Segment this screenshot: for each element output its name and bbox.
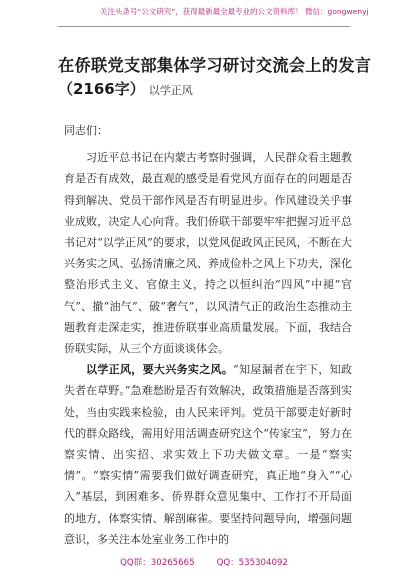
footer-contact <box>0 556 408 568</box>
paragraph-section-1-text: “知屋漏者在宇下，知政失者在草野。”急难愁盼是否有效解决，政策措施是否落到实处，当由实践来检验，由人民来评判。党员干部要走好新时代的群众路线，需用好用活调查研究这个“传家宝”，努力在察实情、出实招、求实效上下功夫做文章。一是“察实情”。“察实情”需要我们做好调查研究，真正地“身入”“心入”基层，到困难多、侨界群众意见集中、工作打不开局面的地方，体察实情、解剖麻雀。要坚持问题导向，增强问题意识，多关注本处室业务工作中的 <box>64 363 353 546</box>
word-count: （2166字） <box>58 80 145 98</box>
header-divider <box>58 26 350 27</box>
paragraph-intro: 习近平总书记在内蒙古考察时强调，人民群众看主题教育是否有成效，最直观的感受是看党风方面存在的问题是否得到解决、党员干部作风是否有明显进步。作风建设关乎事业成败，决定人心向背。我们侨联干部要牢牢把握习近平总书记对“以学正风”的要求，以党风促政风正民风，不断在大兴务实之风、弘扬清廉之风、养成俭朴之风上下功夫，深化整治形式主义、官僚主义，持之以恒纠治“四风”中褪“官气”、撤“油气”、破“奢气”，以风清气正的政治生态推动主题教育走深走实，推进侨联事业高质量发展。下面，我结合侨联实际，从三个方面谈谈体会。 <box>64 151 352 356</box>
document-title: 在侨联党支部集体学习研讨交流会上的发言 <box>58 56 372 75</box>
footer-qq: QQ：535304092 <box>216 558 288 568</box>
header-banner: 关注头条号“公文研究”，获得最新最全最专业的公文资料库！ 微信：gongwenyj <box>100 7 369 16</box>
section-heading: 以学正风，要大兴务实之风。 <box>86 363 234 377</box>
document-subtitle <box>58 78 193 99</box>
document-tag: 以学正风 <box>148 84 193 97</box>
paragraph-section-1 <box>64 359 352 550</box>
footer-qq-group: QQ群：30265665 <box>120 558 195 568</box>
greeting: 同志们： <box>64 124 108 137</box>
document-body <box>64 120 352 550</box>
